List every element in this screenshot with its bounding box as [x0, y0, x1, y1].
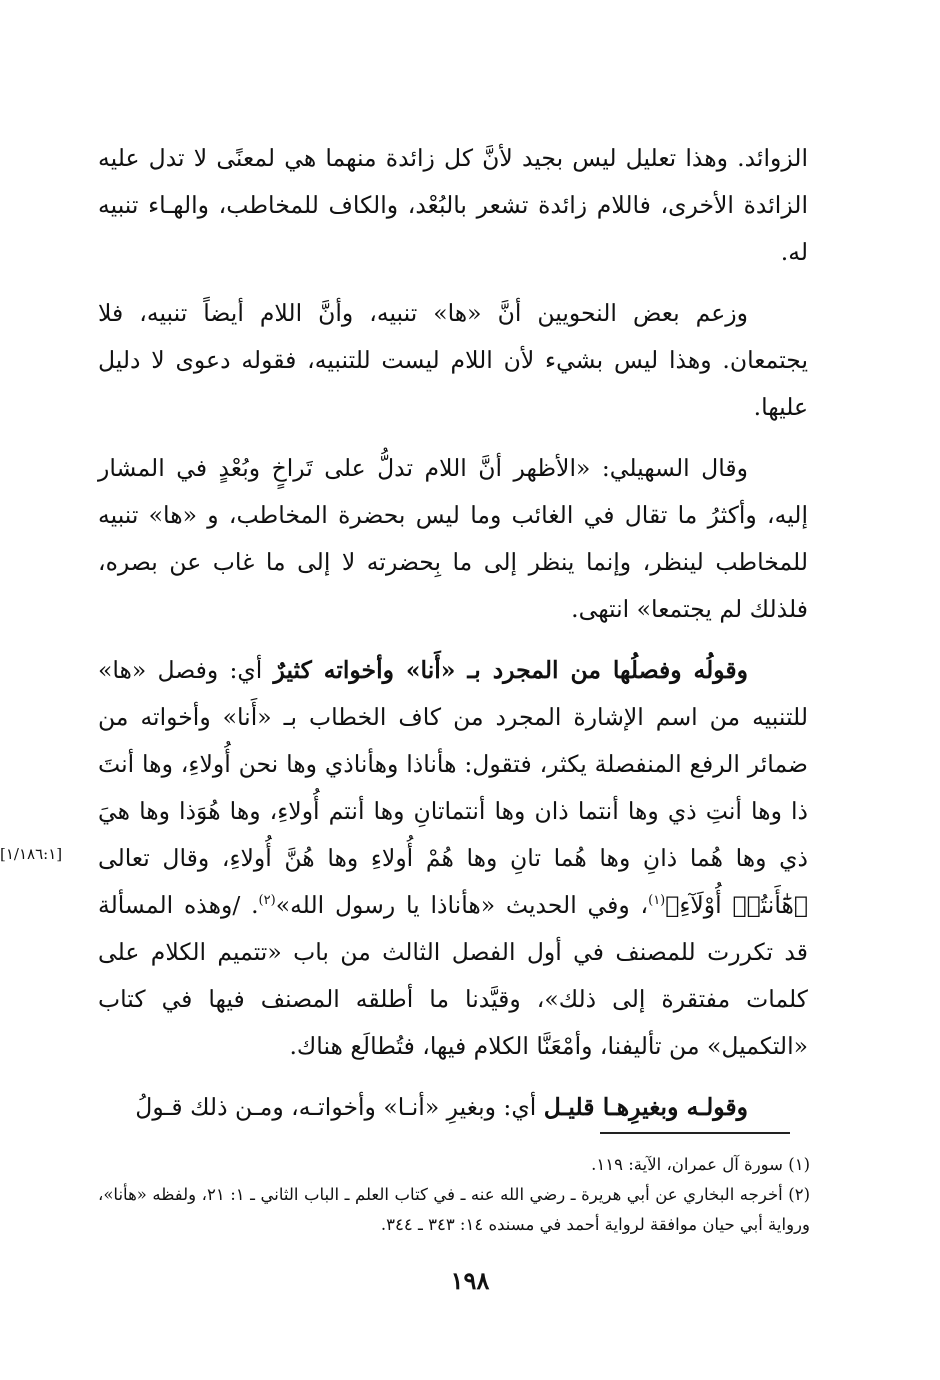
footnotes	[98, 1150, 810, 1240]
paragraph-2	[98, 290, 808, 431]
paragraph-text: أي: وبغيرِ «أنـا» وأخواتـه، ومـن ذلك قـولُ	[135, 1093, 544, 1121]
marginal-reference: [١/١٨٦:١]	[0, 845, 63, 863]
main-text	[98, 135, 808, 1145]
paragraph-text-mid: ، وفي الحديث «هأناذا يا رسول الله»	[275, 891, 649, 919]
footnote-1: (١) سورة آل عمران، الآية: ١١٩.	[591, 1155, 810, 1174]
page-number: ١٩٨	[450, 1266, 490, 1295]
footnote-ref-2: (٢)	[258, 893, 276, 909]
paragraph-lead: وقولُه وفصلُها من المجرد بـ «أَنا» وأخواته كثيرٌ	[273, 656, 748, 684]
paragraph-text: وقال السهيلي: «الأظهر أنَّ اللام تدلُّ على تَراخٍ وبُعْدٍ في المشار إليه، وأكثرُ ما تقال في الغائب وما ليس بحضرة المخاطب، و «ها» تنبيه للمخاطب لينظر، وإنما ينظر إلى ما بِحضرته لا إلى ما غاب عن بصره، فلذلك لم يجتمعا» انتهى.	[98, 454, 808, 623]
paragraph-lead: وقولـه وبغيرِهـا قليـل	[543, 1093, 748, 1121]
paragraph-4	[98, 647, 808, 1070]
paragraph-1	[98, 135, 808, 276]
paragraph-text: الزوائد. وهذا تعليل ليس بجيد لأنَّ كل زائدة منهما هي لمعنًى لا تدل عليه الزائدة الأخرى، فاللام زائدة تشعر بالبُعْد، والكاف للمخاطب، والهـاء تنبيه له.	[98, 144, 808, 266]
footnote-divider	[600, 1132, 790, 1134]
paragraph-text: أي: وفصل «ها» للتنبيه من اسم الإشارة المجرد من كاف الخطاب بـ «أَنا» وأخواته من ضمائر الرفع المنفصلة يكثر، فتقول: هأناذا وهأناذي وها نحن أُولاءِ، وها أنتَ ذا وها أنتِ ذي وها أنتما ذان وها أنتماتانِ وها أنتم أُولاءِ، وها هُوَذا وها هيَ ذي وها هُما ذانِ وها هُما تانِ وها هُمْ أُولاءِ وها هُنَّ أُولاءِ، وقال تعالى ﴿هَٰٓأَنتُمۡ أُوْلَآءِ﴾	[98, 656, 808, 919]
paragraph-text-tail: . /وهذه المسألة قد تكررت للمصنف في أول الفصل الثالث من باب «تتميم الكلام على كلمات مفتقرة إلى ذلك»، وقيَّدنا ما أطلقه المصنف فيها في كتاب «التكميل» من تأليفنا، وأمْعَنَّا الكلام فيها، فتُطالَع هناك.	[98, 891, 808, 1060]
footnote-ref-1: (١)	[648, 893, 666, 909]
paragraph-5	[98, 1084, 808, 1131]
paragraph-text: وزعم بعض النحويين أنَّ «ها» تنبيه، وأنَّ اللام أيضاً تنبيه، فلا يجتمعان. وهذا ليس بشيء لأن اللام ليست للتنبيه، فقوله دعوى لا دليل عليها.	[98, 299, 808, 421]
footnote-2: (٢) أخرجه البخاري عن أبي هريرة ـ رضي الله عنه ـ في كتاب العلم ـ الباب الثاني ـ ١: ٢١، ولفظه «هأنا»، ورواية أبي حيان موافقة لرواية أحمد في مسنده ١٤: ٣٤٣ ـ ٣٤٤.	[98, 1185, 811, 1234]
paragraph-3	[98, 445, 808, 633]
